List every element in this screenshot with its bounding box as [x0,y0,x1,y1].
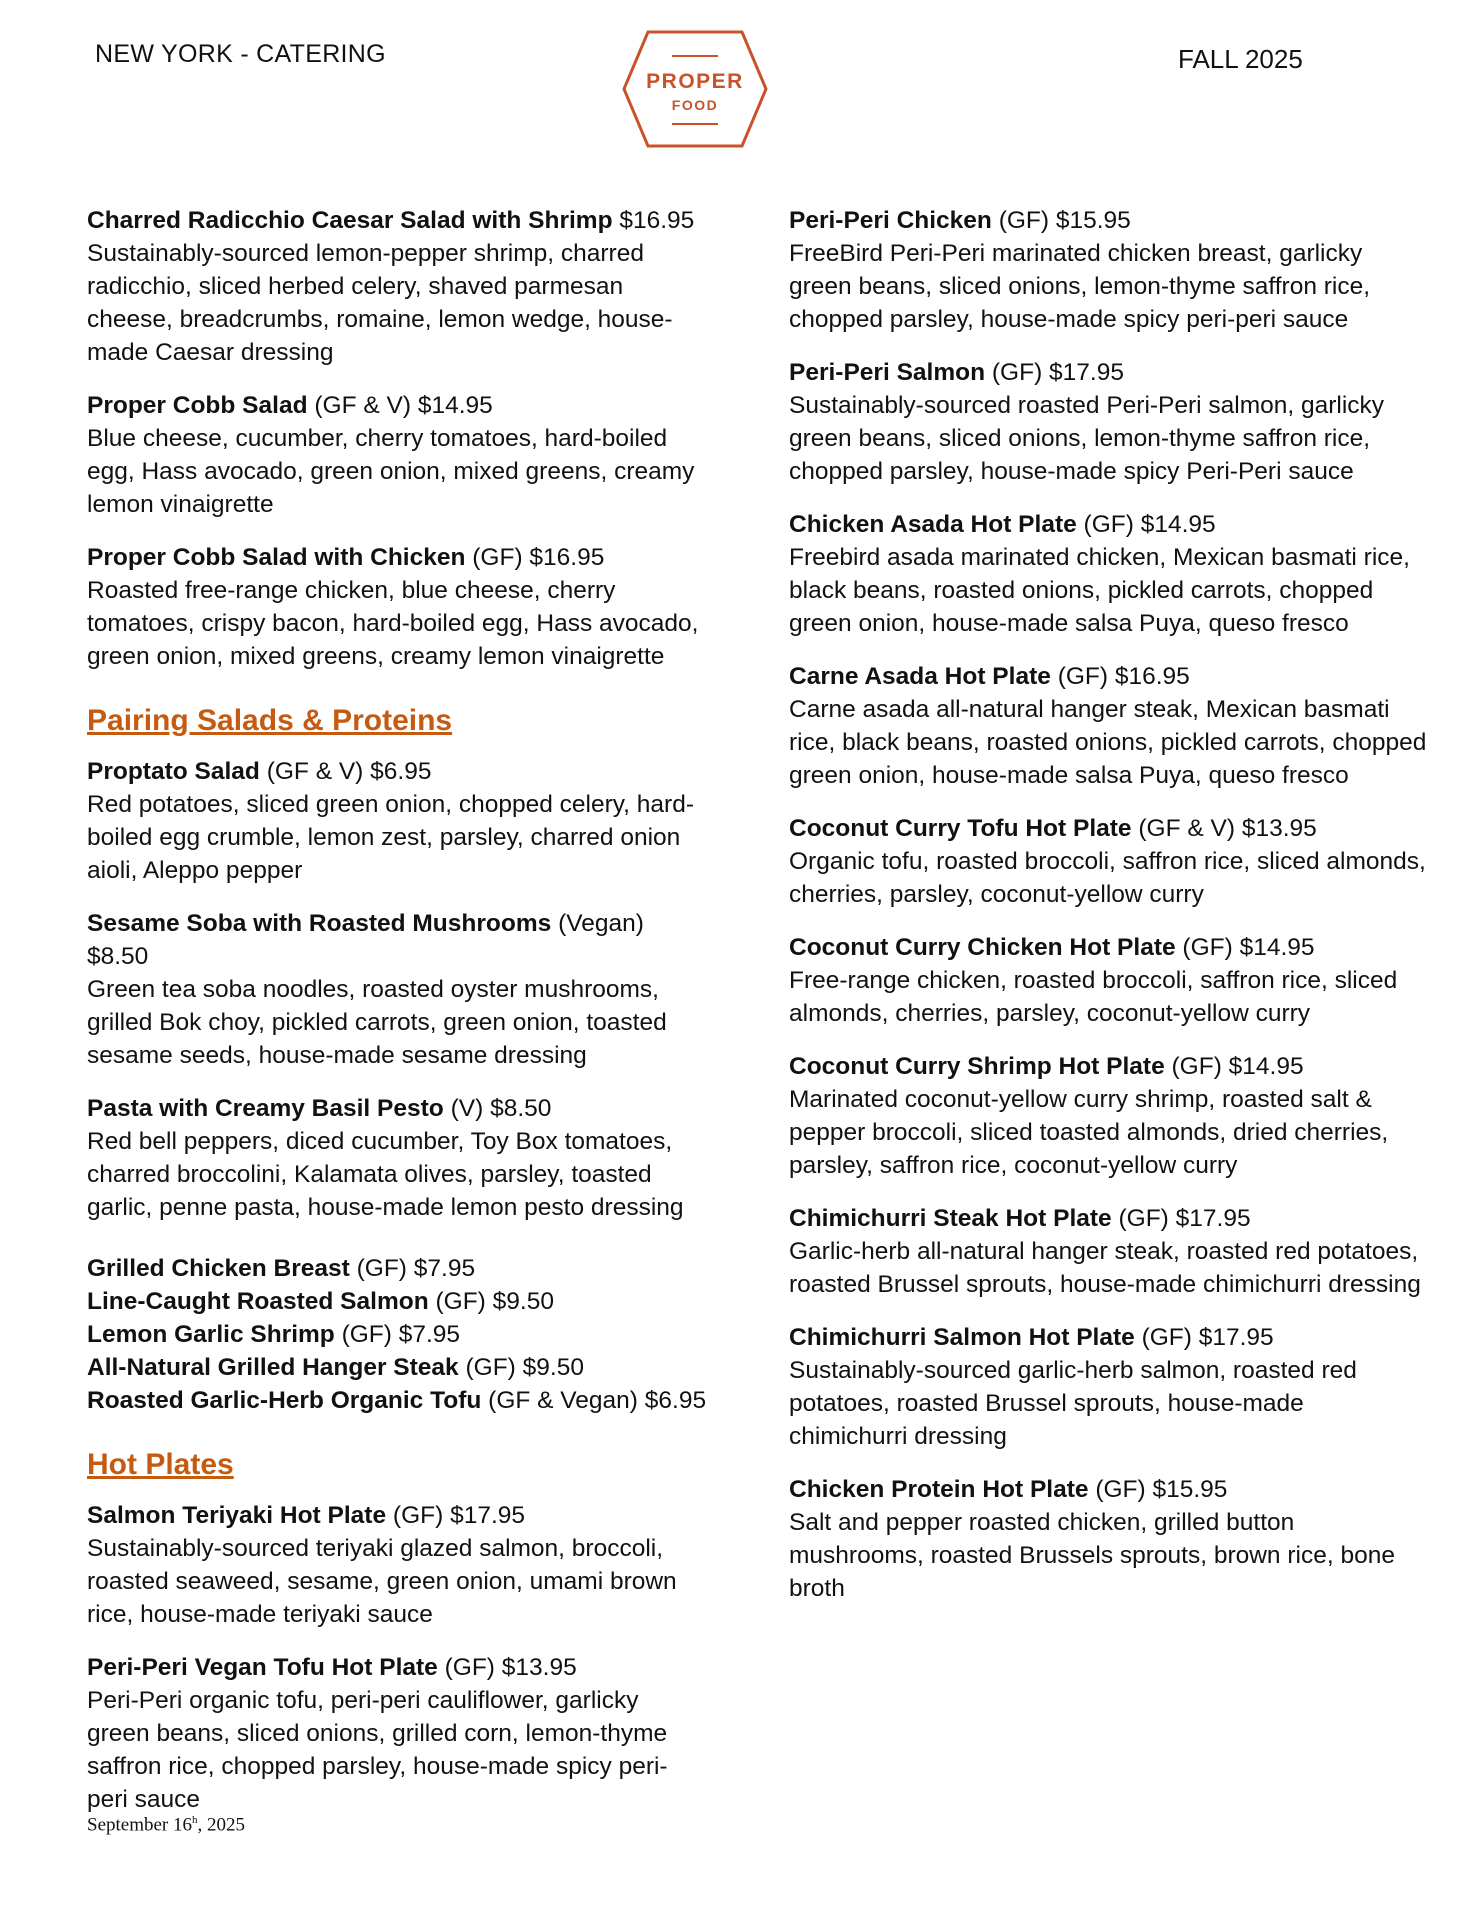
menu-item-price: $7.95 [398,1321,461,1348]
menu-item-price: $16.95 [619,207,695,234]
menu-item-tag: (GF) [392,1502,444,1529]
menu-item-heading [87,755,707,788]
date-superscript: h [192,1814,198,1826]
menu-item-price: $9.50 [492,1288,554,1315]
menu-item-description: Red bell peppers, diced cucumber, Toy Box tomatoes, charred broccolini, Kalamata olives, parsley, toasted garlic, penne pasta, house-made lemon pesto dressing [87,1128,684,1221]
menu-item-name: Chimichurri Salmon Hot Plate [789,1324,1135,1351]
menu-item-description: Marinated coconut-yellow curry shrimp, roasted salt & pepper broccoli, sliced toasted almonds, dried cherries, parsley, saffron rice, coconut-yellow curry [789,1086,1389,1179]
menu-item-description: Blue cheese, cucumber, cherry tomatoes, hard-boiled egg, Hass avocado, green onion, mixed greens, creamy lemon vinaigrette [87,425,695,518]
menu-item-name: Chicken Asada Hot Plate [789,511,1077,538]
menu-item-heading [789,812,1429,845]
proper-food-logo [620,22,770,156]
menu-item [789,1321,1429,1453]
date-prefix: September 16 [87,1814,193,1836]
menu-item-tag: (GF) [998,207,1050,234]
menu-item-price: $6.95 [370,758,432,785]
menu-item-price: $8.50 [87,943,149,970]
date-suffix: , 2025 [197,1814,246,1836]
menu-item-price: $17.95 [1198,1324,1274,1351]
location-label: NEW YORK - CATERING [95,40,386,68]
menu-item-heading [87,1651,707,1684]
menu-item-price: $7.95 [413,1255,476,1282]
menu-item-name: Salmon Teriyaki Hot Plate [87,1502,387,1529]
menu-item-heading [87,1384,707,1417]
menu-item-heading [87,1252,707,1285]
menu-item-tag: (GF & V) [314,392,411,419]
menu-item-description: Sustainably-sourced garlic-herb salmon, roasted red potatoes, roasted Brussel sprouts, house-made chimichurri dressing [789,1357,1357,1450]
menu-item-price: $14.95 [1228,1053,1304,1080]
menu-item [87,755,707,887]
menu-item-tag: (GF) [1182,934,1233,961]
menu-item [87,389,707,521]
menu-item-name: Pasta with Creamy Basil Pesto [87,1095,444,1122]
menu-item-description: Sustainably-sourced teriyaki glazed salmon, broccoli, roasted seaweed, sesame, green onion, umami brown rice, house-made teriyaki sauce [87,1535,677,1628]
menu-item-heading [789,356,1429,389]
menu-item-heading [87,389,707,422]
menu-item-price: $13.95 [501,1654,577,1681]
menu-item [789,660,1429,792]
menu-item-description: Free-range chicken, roasted broccoli, saffron rice, sliced almonds, cherries, parsley, coconut-yellow curry [789,967,1398,1027]
menu-item-description: Sustainably-sourced lemon-pepper shrimp, charred radicchio, sliced herbed celery, shaved parmesan cheese, breadcrumbs, romaine, lemon wedge, house-made Caesar dressing [87,240,673,366]
protein-item [87,1351,707,1384]
protein-list [87,1252,707,1417]
menu-item-name: Coconut Curry Chicken Hot Plate [789,934,1176,961]
menu-item-price: $14.95 [417,392,493,419]
menu-item [789,1050,1429,1182]
menu-item-description: FreeBird Peri-Peri marinated chicken breast, garlicky green beans, sliced onions, lemon-thyme saffron rice, chopped parsley, house-made spicy peri-peri sauce [789,240,1371,333]
menu-item-name: Roasted Garlic-Herb Organic Tofu [87,1387,482,1414]
menu-item-price: $14.95 [1239,934,1315,961]
menu-item-heading [789,1202,1429,1235]
menu-item-tag: (GF) [356,1255,407,1282]
menu-item [87,907,707,1072]
menu-item-description: Garlic-herb all-natural hanger steak, roasted red potatoes, roasted Brussel sprouts, house-made chimichurri dressing [789,1238,1421,1298]
menu-item-tag: (GF) [991,359,1043,386]
menu-item-name: Peri-Peri Chicken [789,207,992,234]
menu-item-name: Charred Radicchio Caesar Salad with Shrimp [87,207,613,234]
protein-item [87,1384,707,1417]
menu-item-name: Chicken Protein Hot Plate [789,1476,1089,1503]
menu-item-price: $17.95 [450,1502,525,1529]
menu-item-tag: (GF) [472,544,523,571]
menu-item-name: Carne Asada Hot Plate [789,663,1051,690]
menu-item-description: Green tea soba noodles, roasted oyster mushrooms, grilled Bok choy, pickled carrots, green onion, toasted sesame seeds, house-made sesame dressing [87,976,667,1069]
menu-item [789,1202,1429,1301]
section-heading-pairing: Pairing Salads & Proteins [87,704,453,737]
left-column [87,204,707,1836]
menu-item-name: Proptato Salad [87,758,260,785]
menu-item-tag: (GF & Vegan) [488,1387,638,1414]
menu-item [87,1499,707,1631]
menu-item-description: Salt and pepper roasted chicken, grilled button mushrooms, roasted Brussels sprouts, brown rice, bone broth [789,1509,1395,1602]
menu-item-tag: (V) [450,1095,484,1122]
menu-item-price: $14.95 [1140,511,1216,538]
menu-item-heading [789,508,1429,541]
menu-item-heading [87,1285,707,1318]
logo-text-food: FOOD [671,97,719,113]
menu-item [87,1651,707,1816]
menu-item-price: $9.50 [522,1354,584,1381]
menu-item-heading [87,907,707,973]
menu-item-description: Roasted free-range chicken, blue cheese, cherry tomatoes, crispy bacon, hard-boiled egg, Hass avocado, green onion, mixed greens, creamy lemon vinaigrette [87,577,699,670]
menu-item-tag: (GF) [435,1288,486,1315]
menu-item-heading [789,1473,1429,1506]
menu-item-heading [789,931,1429,964]
menu-item-name: Peri-Peri Vegan Tofu Hot Plate [87,1654,438,1681]
menu-item [789,931,1429,1030]
menu-item-tag: (GF) [465,1354,516,1381]
menu-item-price: $15.95 [1152,1476,1228,1503]
menu-item-heading [789,1321,1429,1354]
menu-item-tag: (GF) [1118,1205,1169,1232]
menu-item [789,812,1429,911]
menu-item-heading [87,541,707,574]
menu-item-tag: (GF) [1083,511,1134,538]
menu-item [789,204,1429,336]
menu-item-description: Freebird asada marinated chicken, Mexican basmati rice, black beans, roasted onions, pickled carrots, chopped green onion, house-made salsa Puya, queso fresco [789,544,1410,637]
menu-item-tag: (GF) [1171,1053,1222,1080]
menu-item-tag: (GF) [1095,1476,1146,1503]
menu-item-price: $17.95 [1175,1205,1251,1232]
menu-item-price: $15.95 [1055,207,1131,234]
menu-date [87,1814,245,1836]
right-column [789,204,1429,1625]
menu-item-price: $13.95 [1241,815,1317,842]
menu-item-name: All-Natural Grilled Hanger Steak [87,1354,459,1381]
menu-item-name: Proper Cobb Salad with Chicken [87,544,466,571]
menu-item [789,356,1429,488]
menu-item-heading [789,204,1429,237]
section-heading-hot-plates: Hot Plates [87,1448,234,1481]
protein-item [87,1252,707,1285]
menu-item-name: Peri-Peri Salmon [789,359,986,386]
menu-item [789,1473,1429,1605]
menu-item-description: Sustainably-sourced roasted Peri-Peri salmon, garlicky green beans, sliced onions, lemon-thyme saffron rice, chopped parsley, house-made spicy Peri-Peri sauce [789,392,1385,485]
protein-item [87,1318,707,1351]
protein-item [87,1285,707,1318]
menu-item [87,204,707,369]
menu-item-description: Red potatoes, sliced green onion, chopped celery, hard-boiled egg crumble, lemon zest, parsley, charred onion aioli, Aleppo pepper [87,791,694,884]
logo-text-proper: PROPER [646,70,744,93]
menu-item-name: Grilled Chicken Breast [87,1255,350,1282]
menu-item-tag: (Vegan) [558,910,644,937]
menu-item-name: Chimichurri Steak Hot Plate [789,1205,1112,1232]
menu-item-heading [87,204,707,237]
menu-item [87,541,707,673]
menu-item-name: Coconut Curry Tofu Hot Plate [789,815,1132,842]
menu-item-heading [789,660,1429,693]
menu-item-name: Lemon Garlic Shrimp [87,1321,335,1348]
menu-item-heading [87,1499,707,1532]
menu-item-price: $17.95 [1049,359,1124,386]
menu-item-name: Line-Caught Roasted Salmon [87,1288,429,1315]
menu-item-tag: (GF & V) [1138,815,1235,842]
menu-item-price: $8.50 [490,1095,552,1122]
menu-item-name: Coconut Curry Shrimp Hot Plate [789,1053,1165,1080]
menu-item-tag: (GF) [1057,663,1109,690]
menu-item-price: $16.95 [529,544,605,571]
menu-item-name: Proper Cobb Salad [87,392,308,419]
menu-item-heading [789,1050,1429,1083]
menu-item-description: Peri-Peri organic tofu, peri-peri cauliflower, garlicky green beans, sliced onions, grilled corn, lemon-thyme saffron rice, chopped parsley, house-made spicy peri-peri sauce [87,1687,668,1813]
menu-item-tag: (GF) [1141,1324,1192,1351]
menu-item-price: $16.95 [1114,663,1190,690]
menu-item [789,508,1429,640]
menu-item-tag: (GF) [444,1654,495,1681]
menu-item-price: $6.95 [644,1387,707,1414]
menu-item-description: Organic tofu, roasted broccoli, saffron rice, sliced almonds, cherries, parsley, coconut-yellow curry [789,848,1426,908]
menu-item-heading [87,1092,707,1125]
menu-item-heading [87,1318,707,1351]
menu-item-tag: (GF & V) [266,758,364,785]
menu-item-tag: (GF) [341,1321,392,1348]
menu-item [87,1092,707,1224]
season-label: FALL 2025 [1178,44,1303,74]
menu-item-heading [87,1351,707,1384]
menu-item-description: Carne asada all-natural hanger steak, Mexican basmati rice, black beans, roasted onions, pickled carrots, chopped green onion, house-made salsa Puya, queso fresco [789,696,1427,789]
menu-item-name: Sesame Soba with Roasted Mushrooms [87,910,552,937]
